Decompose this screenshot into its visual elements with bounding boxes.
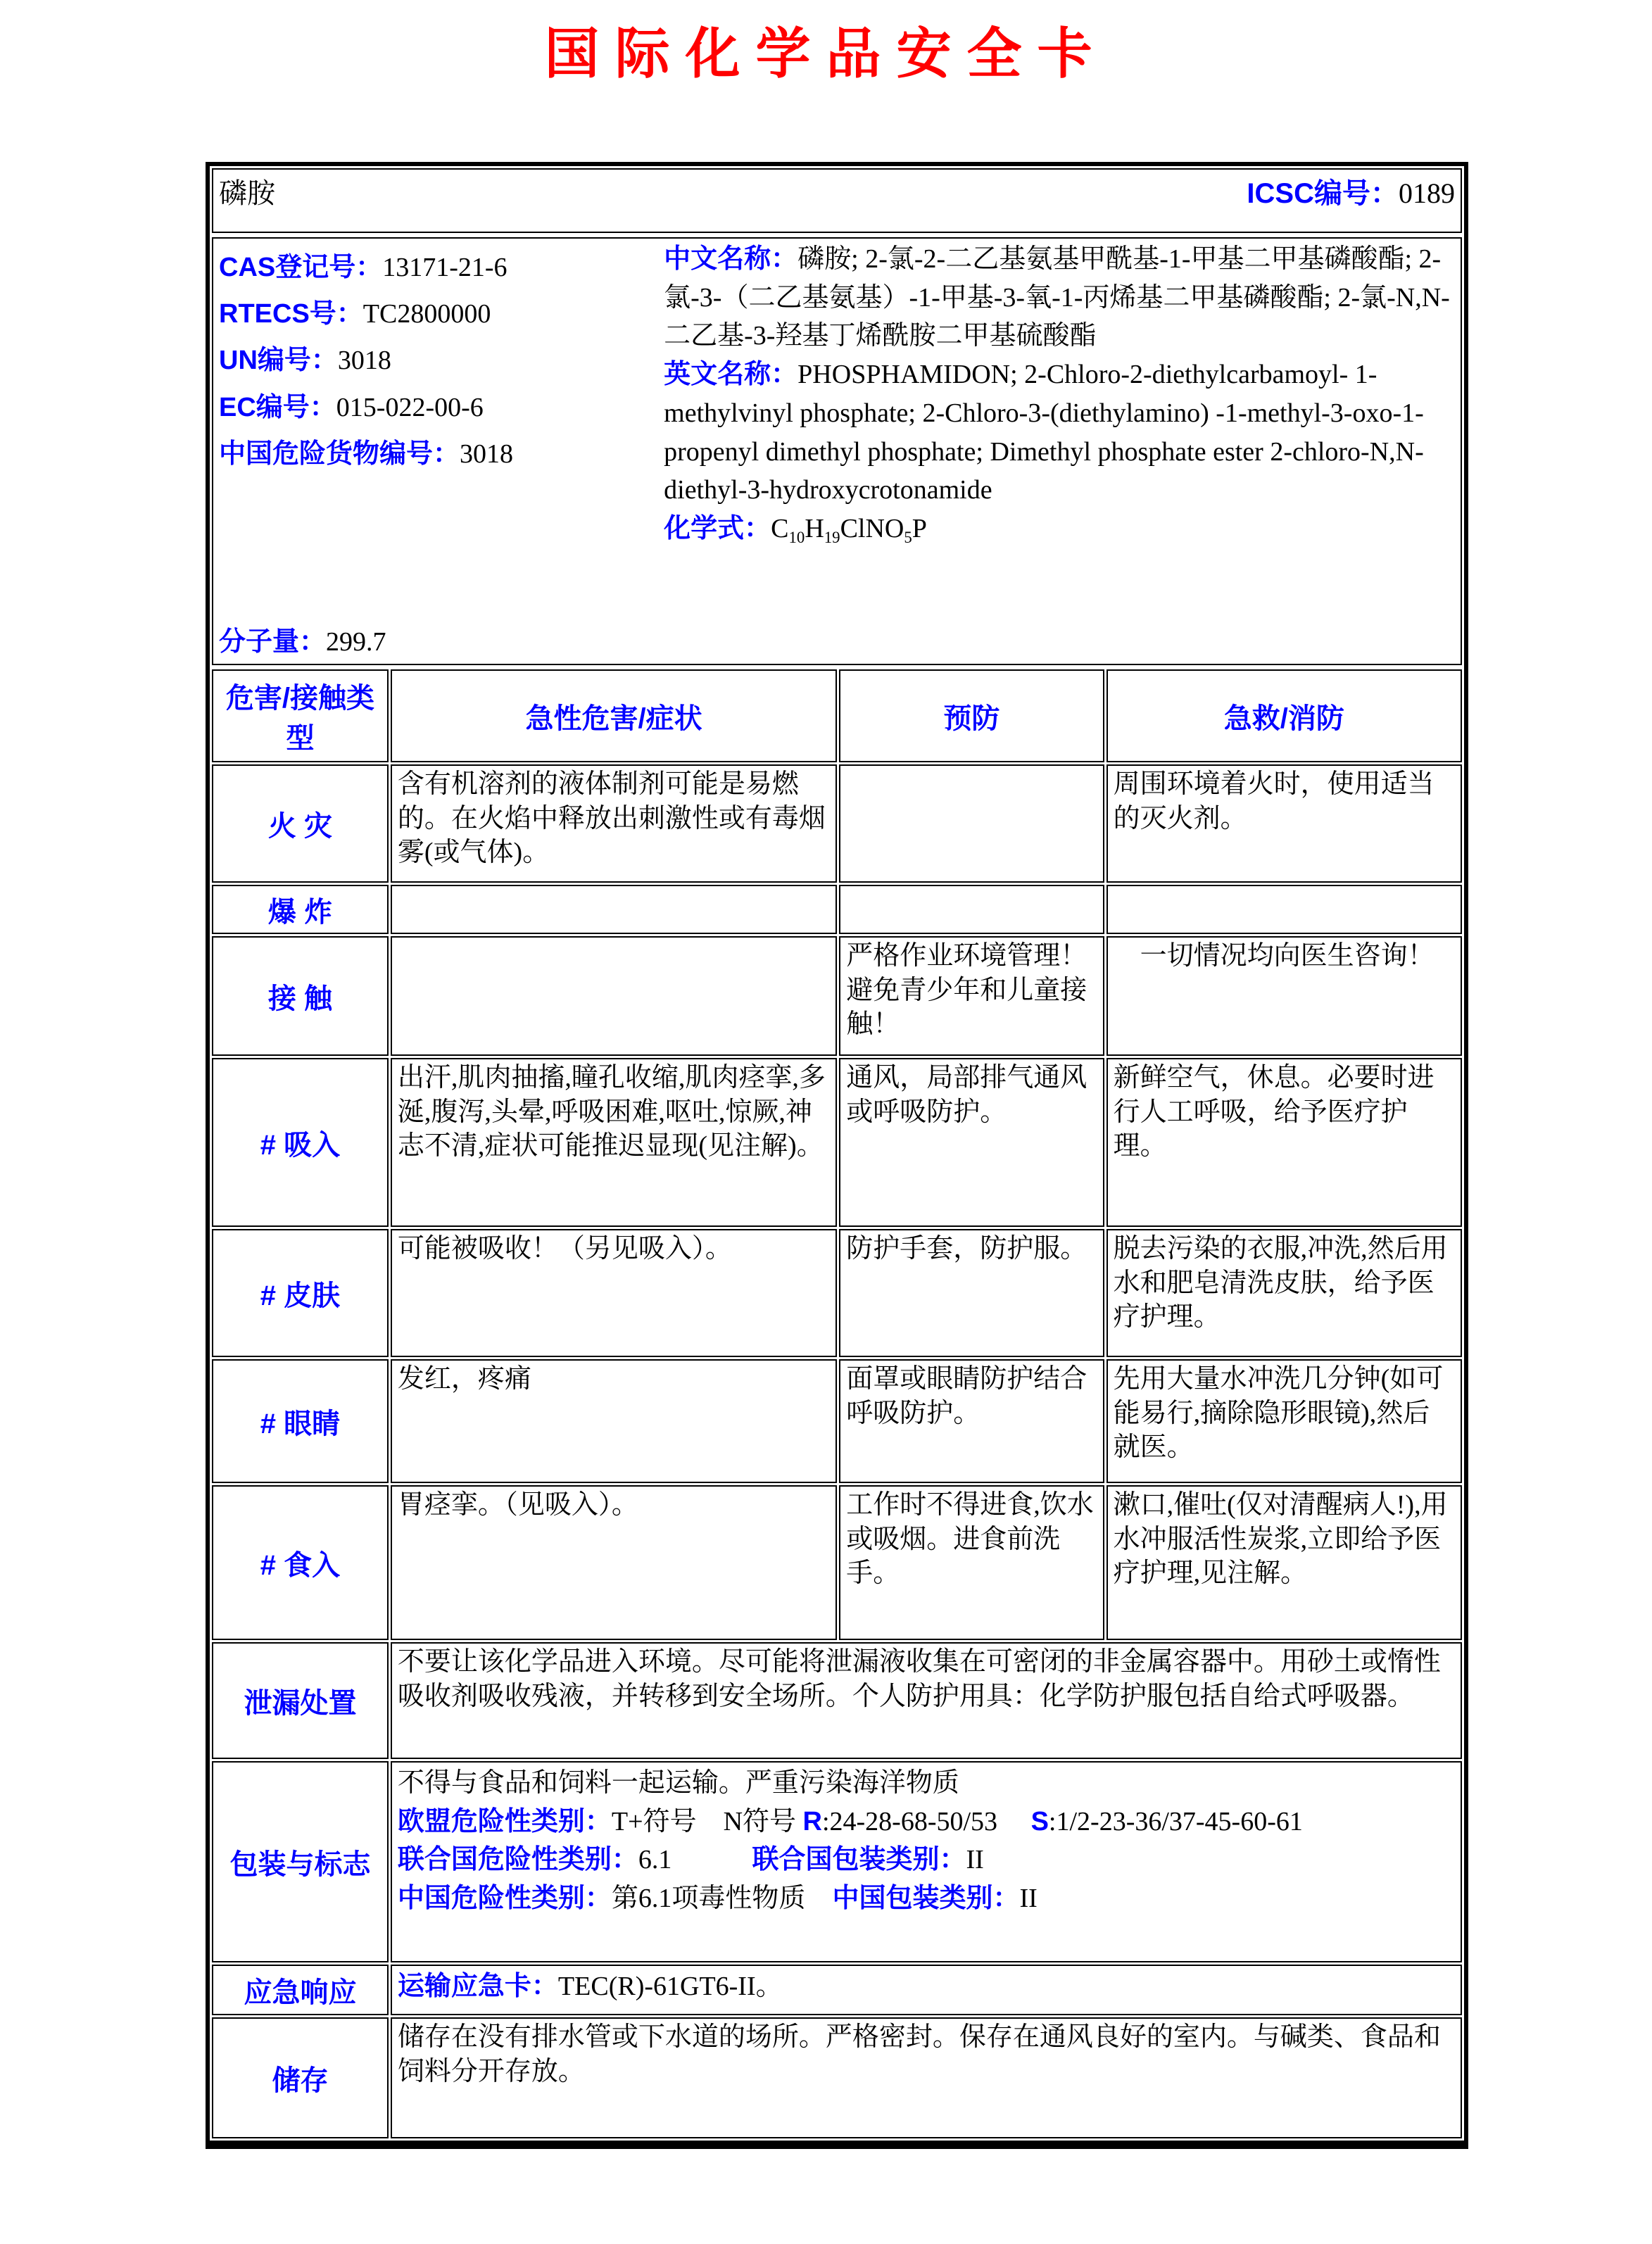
ec-number-line <box>219 389 664 427</box>
explosion-first-aid-cell <box>1106 885 1462 934</box>
skin-prevention-cell: 防护手套，防护服。 <box>839 1229 1104 1357</box>
emergency-response-section-label: 应急响应 <box>212 1965 389 2015</box>
inhalation-prevention-cell: 通风，局部排气通风或呼吸防护。 <box>839 1058 1104 1227</box>
explosion-row-label: 爆 炸 <box>212 885 389 934</box>
cas-number-label: CAS登记号： <box>219 253 383 282</box>
chemical-formula-line: 化学式：$C_{10}H_{19}ClNO_5P$ <box>664 514 927 546</box>
identifier-list <box>219 240 664 482</box>
storage-section-text: 储存在没有排水管或下水道的场所。严格密封。保存在通风良好的室内。与碱类、食品和饲料分开存放。 <box>391 2017 1462 2138</box>
inhalation-symptoms-cell: 出汗,肌肉抽搐,瞳孔收缩,肌肉痉挛,多涎,腹泻,头晕,呼吸困难,呕吐,惊厥,神志不清,症状可能推迟显现(见注解)。 <box>391 1058 837 1227</box>
exposure-first-aid-cell: 一切情况均向医生咨询！ <box>1106 936 1462 1056</box>
header-prevention: 预防 <box>839 669 1104 762</box>
hazard-row-eyes <box>212 1359 1462 1483</box>
icsc-page <box>0 10 1652 2149</box>
icsc-number-label: ICSC编号： <box>1247 178 1399 209</box>
title-band-cell <box>212 168 1462 233</box>
molecular-weight-label: 分子量： <box>219 627 327 657</box>
molecular-weight-line <box>219 619 664 658</box>
title-band <box>210 166 1464 235</box>
spillage-section-text: 不要让该化学品进入环境。尽可能将泄漏液收集在可密闭的非金属容器中。用砂土或惰性吸收剂吸收残液，并转移到安全场所。个人防护用具：化学防护服包括自给式呼吸器。 <box>391 1642 1462 1759</box>
eyes-first-aid-cell: 先用大量水冲洗几分钟(如可能易行,摘除隐形眼镜),然后就医。 <box>1106 1359 1462 1483</box>
section-row-emergency-response <box>212 1965 1462 2015</box>
ingestion-symptoms-cell: 胃痉挛。（见吸入）。 <box>391 1485 837 1640</box>
page-title: 国际化学品安全卡 <box>544 23 1108 84</box>
packaging-eu-class-line: 欧盟危险性类别：T+符号 N符号 R:24-28-68-50/53 S:1/2-23-36/37-45-60-61 <box>397 1806 1303 1836</box>
section-row-storage <box>212 2017 1462 2138</box>
skin-symptoms-cell: 可能被吸收！（另见吸入）。 <box>391 1229 837 1357</box>
header-acute-symptoms: 急性危害/症状 <box>391 669 837 762</box>
ingestion-row-label: # 食入 <box>212 1485 389 1640</box>
emergency-response-section-text <box>391 1965 1462 2015</box>
un-number-label: UN编号： <box>219 346 338 376</box>
section-row-spillage <box>212 1642 1462 1759</box>
hazard-header-row <box>212 669 1462 762</box>
molecular-weight-value: 299.7 <box>326 627 386 657</box>
chinese-names-paragraph: 中文名称：磷胺; 2-氯-2-二乙基氨基甲酰基-1-甲基二甲基磷酸酯; 2-氯-3-（二乙基氨基）-1-甲基-3-氧-1-丙烯基二甲基磷酸酯; 2-氯-N,N-二乙基-3-羟基丁烯酰胺二甲基硫酸酯 <box>664 244 1450 351</box>
ec-number-label: EC编号： <box>219 392 336 422</box>
skin-row-label: # 皮肤 <box>212 1229 389 1357</box>
un-number-line <box>219 342 664 379</box>
packaging-transport-line: 不得与食品和饲料一起运输。严重污染海洋物质 <box>397 1768 959 1798</box>
hazard-row-skin <box>212 1229 1462 1357</box>
transport-emergency-card-line: 运输应急卡：TEC(R)-61GT6-II。 <box>397 1972 783 2001</box>
fire-symptoms-cell: 含有机溶剂的液体制剂可能是易燃的。在火焰中释放出刺激性或有毒烟雾(或气体)。 <box>391 764 837 883</box>
fire-row-label: 火 灾 <box>212 764 389 883</box>
skin-first-aid-cell: 脱去污染的衣服,冲洗,然后用水和肥皂清洗皮肤，给予医疗护理。 <box>1106 1229 1462 1357</box>
rtecs-number-label: RTECS号： <box>219 299 363 329</box>
ingestion-prevention-cell: 工作时不得进食,饮水或吸烟。进食前洗手。 <box>839 1485 1104 1640</box>
explosion-prevention-cell <box>839 885 1104 934</box>
header-first-aid: 急救/消防 <box>1106 669 1462 762</box>
fire-first-aid-cell: 周围环境着火时，使用适当的灭火剂。 <box>1106 764 1462 883</box>
un-number-value: 3018 <box>337 346 391 376</box>
eyes-symptoms-cell: 发红，疼痛 <box>391 1359 837 1483</box>
icsc-number-group <box>1247 171 1455 211</box>
packaging-section-label: 包装与标志 <box>212 1761 389 1962</box>
explosion-symptoms-cell <box>391 885 837 934</box>
storage-section-label: 储存 <box>212 2017 389 2138</box>
info-band <box>210 235 1464 667</box>
china-dg-number-line <box>219 436 664 473</box>
inhalation-first-aid-cell: 新鲜空气，休息。必要时进行人工呼吸，给予医疗护理。 <box>1106 1058 1462 1227</box>
packaging-section-text <box>391 1761 1462 1962</box>
fire-prevention-cell <box>839 764 1104 883</box>
eyes-row-label: # 眼睛 <box>212 1359 389 1483</box>
china-dg-number-value: 3018 <box>460 439 514 469</box>
hazard-row-ingestion <box>212 1485 1462 1640</box>
exposure-symptoms-cell <box>391 936 837 1056</box>
info-band-cell <box>212 237 1462 665</box>
cas-number-value: 13171-21-6 <box>382 253 507 282</box>
hazard-row-inhalation <box>212 1058 1462 1227</box>
cas-number-line <box>219 249 664 286</box>
english-names-paragraph: 英文名称：PHOSPHAMIDON; 2-Chloro-2-diethylcarbamoyl- 1-methylvinyl phosphate; 2-Chloro-3-(diethylamino) -1-methyl-3-oxo-1-propenyl dimethyl phosphate; Dimethyl phosphate ester 2-chloro-N,N-diethyl-3-hydroxycrotonamide <box>664 360 1424 505</box>
hazard-table <box>210 667 1464 2141</box>
inhalation-row-label: # 吸入 <box>212 1058 389 1227</box>
eyes-prevention-cell: 面罩或眼睛防护结合呼吸防护。 <box>839 1359 1104 1483</box>
hazard-row-fire <box>212 764 1462 883</box>
ec-number-value: 015-022-00-6 <box>336 392 484 422</box>
safety-card-frame <box>206 162 1468 2149</box>
ingestion-first-aid-cell: 漱口,催吐(仅对清醒病人!),用水冲服活性炭浆,立即给予医疗护理,见注解。 <box>1106 1485 1462 1640</box>
hazard-row-explosion <box>212 885 1462 934</box>
china-dg-number-label: 中国危险货物编号： <box>219 439 460 469</box>
packaging-china-class-line: 中国危险性类别：第6.1项毒性物质 中国包装类别：II <box>397 1884 1038 1914</box>
icsc-number-value: 0189 <box>1399 177 1455 209</box>
section-row-packaging <box>212 1761 1462 1962</box>
hazard-row-exposure <box>212 936 1462 1056</box>
names-block <box>664 240 1455 662</box>
identifier-block <box>219 240 664 662</box>
exposure-prevention-cell: 严格作业环境管理！避免青少年和儿童接触！ <box>839 936 1104 1056</box>
spillage-section-label: 泄漏处置 <box>212 1642 389 1759</box>
packaging-un-class-line: 联合国危险性类别：6.1 联合国包装类别：II <box>397 1845 984 1875</box>
header-hazard-type: 危害/接触类型 <box>212 669 389 762</box>
rtecs-number-value: TC2800000 <box>362 299 491 329</box>
rtecs-number-line <box>219 296 664 333</box>
exposure-row-label: 接 触 <box>212 936 389 1056</box>
chemical-name: 磷胺 <box>219 177 275 209</box>
